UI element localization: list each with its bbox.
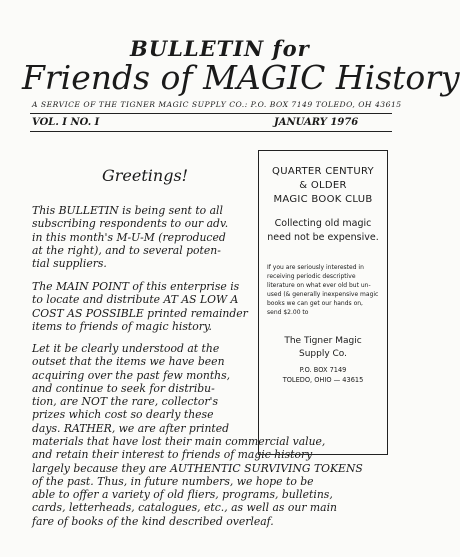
text-line: and retain their interest to friends of magic history — [32, 448, 313, 462]
text-line: tial suppliers. — [32, 257, 107, 271]
paragraph-3 — [32, 342, 230, 435]
text-line: subscribing respondents to our adv. — [32, 217, 229, 231]
masthead-rule-bottom — [30, 131, 392, 132]
greeting: Greetings! — [102, 166, 189, 185]
text-line: Let it be clearly understood at the — [32, 342, 220, 355]
text-line: to locate and distribute AT AS LOW A — [32, 293, 239, 307]
bulletin-title-line2: Friends of MAGIC History — [22, 58, 460, 97]
text-line: cards, letterheads, catalogues, etc., as well as our main — [32, 501, 337, 515]
issue-number: VOL. I NO. I — [32, 117, 100, 128]
book-club-advertisement — [258, 150, 388, 455]
issue-date: JANUARY 1976 — [274, 117, 359, 128]
ad-address-line: TOLEDO, OHIO — 43615 — [282, 376, 364, 384]
text-line: tion, are NOT the rare, collector's — [32, 395, 218, 409]
ad-company-line: Supply Co. — [298, 349, 348, 359]
text-line: COST AS POSSIBLE printed remainder — [32, 306, 248, 320]
ad-title-line: QUARTER CENTURY — [272, 166, 374, 177]
ad-body-text: If you are seriously interested in receiving periodic descriptive literature on what ever old but un-used (& generally inexpensive magic books we can get our hands on, send $2.00 to — [267, 264, 379, 316]
ad-company-line: The Tigner Magic — [284, 336, 362, 346]
text-line: largely because they are AUTHENTIC SURVIVING TOKENS — [32, 461, 363, 475]
ad-address-line: P.O. BOX 7149 — [299, 366, 347, 374]
text-line: The MAIN POINT of this enterprise is — [32, 280, 240, 293]
text-line: days. RATHER, we are after printed — [32, 421, 230, 435]
ad-tagline — [267, 217, 379, 245]
ad-title — [259, 165, 387, 207]
text-line: acquiring over the past few months, — [32, 368, 231, 382]
masthead-rule-top — [30, 113, 392, 114]
text-line: at the right), and to several poten- — [32, 243, 221, 257]
text-line: This BULLETIN is being sent to all — [32, 204, 223, 217]
ad-title-line: & OLDER — [299, 180, 347, 191]
ad-tagline-line: need not be expensive. — [267, 232, 379, 243]
text-line: and continue to seek for distribu- — [32, 381, 215, 395]
ad-tagline-line: Collecting old magic — [274, 218, 372, 229]
text-line: items to friends of magic history. — [32, 319, 212, 333]
text-line: outset that the items we have been — [32, 355, 225, 369]
paragraph-1 — [32, 204, 228, 270]
paragraph-2 — [32, 280, 248, 333]
ad-company — [259, 335, 387, 361]
text-line: fare of books of the kind described overleaf. — [32, 514, 274, 528]
ad-address — [259, 365, 387, 385]
text-line: in this month's M-U-M (reproduced — [32, 230, 226, 244]
bulletin-title-line1: BULLETIN for — [130, 36, 310, 61]
ad-title-line: MAGIC BOOK CLUB — [273, 194, 373, 205]
service-line: A SERVICE OF THE TIGNER MAGIC SUPPLY CO.: P.O. BOX 7149 TOLEDO, OH 43615 — [32, 100, 402, 109]
text-line: prizes which cost so dearly these — [32, 408, 214, 422]
text-line: of the past. Thus, in future numbers, we hope to be — [32, 474, 314, 488]
text-line: materials that have lost their main commercial value, — [32, 435, 326, 448]
text-line: able to offer a variety of old fliers, programs, bulletins, — [32, 488, 333, 502]
